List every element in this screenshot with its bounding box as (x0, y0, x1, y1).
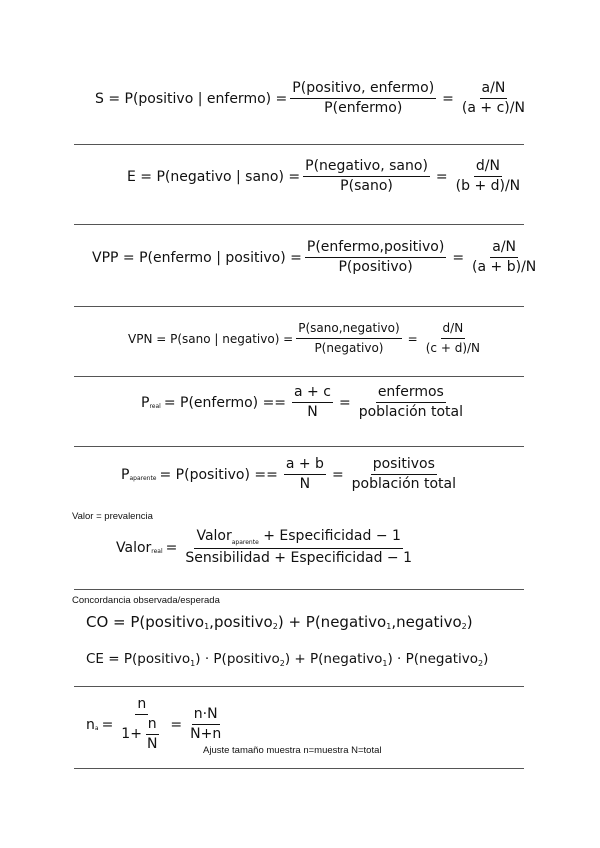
vpn-fraction-1 (296, 320, 401, 357)
ce-part: CE = P(positivo (86, 651, 191, 667)
equals-sign: = (165, 539, 178, 556)
fraction-denominator: P(enfermo) (324, 100, 403, 116)
p-real-formula (141, 384, 468, 421)
fraction-denominator: población total (351, 476, 456, 492)
subscript: 1 (204, 621, 210, 631)
valor-real-formula (116, 528, 417, 567)
equals-sign: = (435, 168, 448, 185)
sensitivity-fraction-1 (290, 80, 436, 117)
fraction-numerator: a/N (490, 239, 518, 258)
fraction-numerator: a/N (480, 80, 508, 99)
fraction-numerator: a + b (284, 456, 326, 475)
vpp-lhs: VPP = P(enfermo | positivo) = (92, 249, 302, 266)
fraction-denominator: N (146, 736, 158, 752)
na-subscript: a (94, 725, 99, 732)
p-real-fraction-2 (357, 384, 465, 421)
inner-fraction (145, 716, 159, 753)
sample-size-note: Ajuste tamaño muestra n=muestra N=total (203, 745, 382, 756)
vpp-fraction-2 (470, 239, 538, 276)
subscript: 2 (478, 658, 484, 668)
valor-real-subscript: real (151, 548, 163, 555)
divider (74, 686, 524, 687)
subscript: 1 (190, 658, 196, 668)
na-fraction-2 (188, 706, 223, 743)
valor-real-fraction (183, 528, 414, 567)
divider (74, 768, 524, 769)
divider (74, 224, 524, 225)
fraction-numerator: positivos (371, 456, 437, 475)
subscript: 2 (272, 621, 278, 631)
co-part: ,positivo (209, 613, 273, 631)
vpn-lhs: VPN = P(sano | negativo) = (128, 331, 294, 346)
fraction-numerator: d/N (474, 158, 502, 177)
divider (74, 144, 524, 145)
fraction-numerator: d/N (441, 320, 466, 339)
fraction-numerator: n (135, 696, 148, 715)
fraction-denominator: P(positivo) (338, 259, 413, 275)
p-real-fraction-1 (292, 384, 333, 421)
specificity-fraction-1 (303, 158, 430, 195)
p-real-subscript: real (149, 403, 161, 410)
ce-part: ) (483, 651, 489, 667)
divider (74, 376, 524, 377)
p-aparente-middle: = P(positivo) == (159, 466, 278, 483)
fraction-denominator: (c + d)/N (425, 341, 481, 355)
numerator-rest: + Especificidad − 1 (263, 528, 401, 544)
divider (74, 446, 524, 447)
co-part: ) + P(negativo (277, 613, 387, 631)
equals-sign: = (331, 466, 344, 483)
divider (74, 589, 524, 590)
fraction-denominator: N (299, 476, 311, 492)
ce-formula (86, 651, 488, 667)
ce-part: ) · P(positivo (195, 651, 280, 667)
fraction-numerator: a + c (292, 384, 333, 403)
specificity-lhs: E = P(negativo | sano) = (127, 168, 301, 185)
equals-sign: = (170, 716, 183, 733)
fraction-denominator: (b + d)/N (455, 178, 521, 194)
fraction-numerator: P(negativo, sano) (303, 158, 430, 177)
concordance-note: Concordancia observada/esperada (72, 595, 220, 606)
na-fraction-1 (119, 696, 164, 753)
specificity-formula (127, 158, 525, 195)
fraction-numerator: P(sano,negativo) (296, 320, 401, 339)
vpn-fraction-2 (424, 320, 482, 357)
vpp-formula (92, 239, 541, 276)
equals-sign: = (442, 90, 454, 107)
fraction-denominator: N+n (190, 726, 222, 742)
equals-sign: = (101, 716, 114, 733)
fraction-denominator: (a + c)/N (461, 100, 525, 116)
fraction-denominator: población total (358, 404, 463, 420)
ce-part: ) · P(negativo (387, 651, 479, 667)
subscript: 2 (461, 621, 467, 631)
valor-symbol: Valor (116, 539, 152, 556)
vpp-fraction-1 (305, 239, 446, 276)
subscript: 1 (382, 658, 388, 668)
vpn-formula (128, 320, 485, 357)
equals-sign: = (452, 249, 465, 266)
fraction-numerator: n·N (192, 706, 220, 725)
fraction-numerator: n (146, 716, 159, 735)
n-symbol: n (86, 716, 95, 733)
p-symbol: P (121, 466, 130, 483)
fraction-denominator: (a + b)/N (472, 259, 537, 275)
co-part: ) (466, 613, 473, 631)
sensitivity-lhs: S = P(positivo | enfermo) = (95, 90, 288, 107)
fraction-denominator (119, 715, 164, 753)
p-aparente-subscript: aparente (129, 475, 157, 482)
sensitivity-formula (95, 80, 530, 117)
p-real-middle: = P(enfermo) == (163, 394, 287, 411)
numerator-valor: Valor (196, 528, 232, 544)
p-aparente-fraction-1 (284, 456, 326, 493)
equals-sign: = (407, 331, 418, 346)
valor-aparente-subscript: aparente (231, 539, 259, 546)
fraction-numerator: enfermos (376, 384, 446, 403)
fraction-denominator: Sensibilidad + Especificidad − 1 (185, 550, 413, 566)
subscript: 2 (279, 658, 285, 668)
prevalence-note: Valor = prevalencia (72, 511, 153, 522)
fraction-numerator: P(positivo, enfermo) (290, 80, 436, 99)
divider (74, 306, 524, 307)
co-part: ,negativo (391, 613, 462, 631)
fraction-denominator: P(negativo) (314, 341, 384, 355)
ce-part: ) + P(negativo (284, 651, 383, 667)
specificity-fraction-2 (454, 158, 523, 195)
fraction-denominator: P(sano) (340, 178, 393, 194)
p-aparente-formula (121, 456, 461, 493)
p-symbol: P (141, 394, 150, 411)
fraction-numerator: P(enfermo,positivo) (305, 239, 446, 258)
denominator-prefix: 1+ (121, 726, 142, 742)
co-formula (86, 613, 473, 631)
fraction-denominator: N (307, 404, 318, 420)
equals-sign: = (338, 394, 351, 411)
co-part: CO = P(positivo (86, 613, 205, 631)
subscript: 1 (386, 621, 392, 631)
p-aparente-fraction-2 (350, 456, 458, 493)
sensitivity-fraction-2 (460, 80, 527, 117)
fraction-numerator (194, 528, 402, 549)
